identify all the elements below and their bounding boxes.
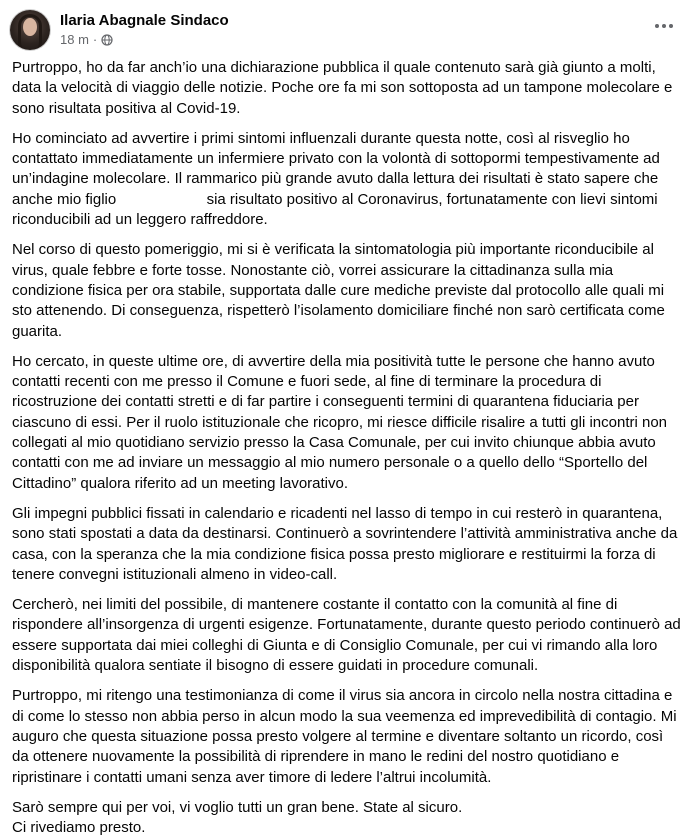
timestamp[interactable]: 18 m <box>60 32 89 47</box>
meta-separator: · <box>92 32 98 47</box>
author-name[interactable]: Ilaria Abagnale Sindaco <box>60 12 229 29</box>
paragraph-2-text-a: Ho cominciato ad avvertire i primi sintomi influenzali durante questa notte, così al risveglio ho contattato immediatamente un infermiere privato con la volontà di sottopormi tempestivamente ad un’indagine molecolare. Il rammarico più grande avuto dalla lettura dei risultati è stato sapere che anche mio figlio <box>12 129 660 208</box>
paragraph-2-text-b: sia risultato positivo al Coronavirus, fortunatamente con lievi sintomi riconducibili ad un leggero raffreddore. <box>12 190 658 229</box>
post-paragraph-4: Ho cercato, in queste ultime ore, di avvertire della mia positività tutte le persone che hanno avuto contatti recenti con me presso il Comune e fuori sede, al fine di terminare la procedura di ricostruzione dei contatti stretti e di far partire i conseguenti termini di quarantena fiduciaria per ciascuno di essi. Per il ruolo istituzionale che ricopro, mi riesce difficile risalire a tutti gli incontri non collegati al mio quotidiano servizio presso la Casa Comunale, per cui invito chiunque abbia avuto contatti con me ad inviare un messaggio al mio numero personale o a quello dello “Sportello del Cittadino” qualora riferito ad un meeting lavorativo. <box>12 352 668 492</box>
post-paragraph-1: Purtroppo, ho da far anch’io una dichiarazione pubblica il quale contenuto sarà già giunto a molti, data la velocità di viaggio delle notizie. Poche ore fa mi son sottoposta ad un tampone molecolare e sono risultata positiva al Covid-19. <box>12 59 673 117</box>
avatar[interactable] <box>10 10 50 50</box>
globe-icon <box>101 34 113 46</box>
more-options-button[interactable] <box>650 16 678 36</box>
post-body <box>12 58 682 838</box>
post-paragraph-7: Purtroppo, mi ritengo una testimonianza di come il virus sia ancora in circolo nella nostra cittadina e di come lo stesso non abbia perso in alcun modo la sua veemenza ed imprevedibilità di contagio. Mi auguro che questa situazione possa presto volgere al termine e diventare soltanto un ricordo, così da ottenere nuovamente la possibilità di riprendere in mano le redini del nostro quotidiano e ripristinare i contatti umani senza aver timore di ledere l’altrui incolumità. <box>12 687 677 786</box>
more-horizontal-icon <box>655 24 659 28</box>
closing-line-1: Sarò sempre qui per voi, vi voglio tutti un gran bene. State al sicuro. <box>12 798 463 816</box>
post-closing <box>12 798 682 838</box>
more-dot <box>669 24 673 28</box>
post-paragraph-2 <box>12 129 682 230</box>
post-meta <box>60 32 113 48</box>
more-dot <box>662 24 666 28</box>
post-paragraph-6: Cercherò, nei limiti del possibile, di mantenere costante il contatto con la comunità al fine di rispondere all’insorgenza di urgenti esigenze. Fortunatamente, durante questo periodo continuerò ad essere supportata dai miei colleghi di Giunta e di Consiglio Comunale, per cui vi rimando alla loro disponibilità qualora sentiate il bisogno di essere guidati in procedure comunali. <box>12 596 681 675</box>
post-paragraph-5: Gli impegni pubblici fissati in calendario e ricadenti nel lasso di tempo in cui resterò in quarantena, sono stati spostati a data da destinarsi. Continuerò a sovrintendere l’attività amministrativa anche da casa, con la speranza che la mia condizione fisica possa presto migliorare e restituirmi la forza di tenere convegni istituzionali almeno in video-call. <box>12 504 678 583</box>
avatar-face <box>23 18 37 36</box>
closing-line-2: Ci rivediamo presto. <box>12 819 146 837</box>
post-paragraph-3: Nel corso di questo pomeriggio, mi si è verificata la sintomatologia più importante riconducibile al virus, quale febbre e forte tosse. Nonostante ciò, vorrei assicurare la cittadinanza sulla mia condizione fisica per ora stabile, supportata dalle cure mediche previste dal protocollo alle quali mi sto attenendo. Di conseguenza, rispetterò l’isolamento domiciliare finché non sarò certificata come guarita. <box>12 241 665 340</box>
post-header <box>10 10 678 54</box>
